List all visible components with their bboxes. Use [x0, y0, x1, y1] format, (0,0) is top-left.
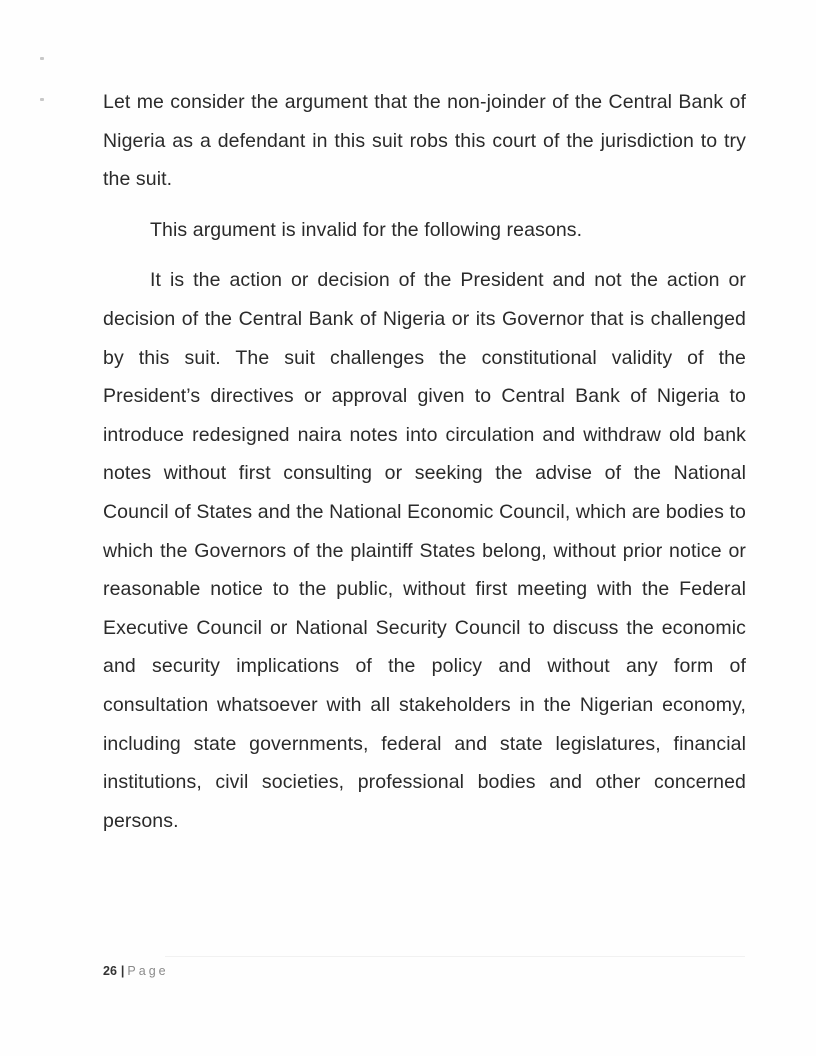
page-footer: [103, 962, 169, 980]
scan-artifact-mark: [40, 98, 44, 101]
page-number: 26: [103, 964, 117, 978]
paragraph-presidential-action: It is the action or decision of the President and not the action or decision of the Central Bank of Nigeria or its Governor that is challenged by this suit. The suit challenges the constitutional validity of the President’s directives or approval given to Central Bank of Nigeria to introduce redesigned naira notes into circulation and withdraw old bank notes without first consulting or seeking the advise of the National Council of States and the National Economic Council, which are bodies to which the Governors of the plaintiff States belong, without prior notice or reasonable notice to the public, without first meeting with the Federal Executive Council or National Security Council to discuss the economic and security implications of the policy and without any form of consultation whatsoever with all stakeholders in the Nigerian economy, including state governments, federal and state legislatures, financial institutions, civil societies, professional bodies and other concerned persons.: [103, 269, 746, 832]
footer-separator: |: [120, 964, 125, 978]
page-label: Page: [127, 964, 169, 978]
paragraph-non-joinder-argument: Let me consider the argument that the non-joinder of the Central Bank of Nigeria as a defendant in this suit robs this court of the jurisdiction to try the suit.: [103, 91, 746, 191]
scan-artifact-mark: [40, 57, 44, 60]
document-body: [103, 83, 746, 840]
footer-divider: [165, 956, 745, 957]
paragraph-argument-invalid: This argument is invalid for the following reasons.: [150, 218, 583, 241]
